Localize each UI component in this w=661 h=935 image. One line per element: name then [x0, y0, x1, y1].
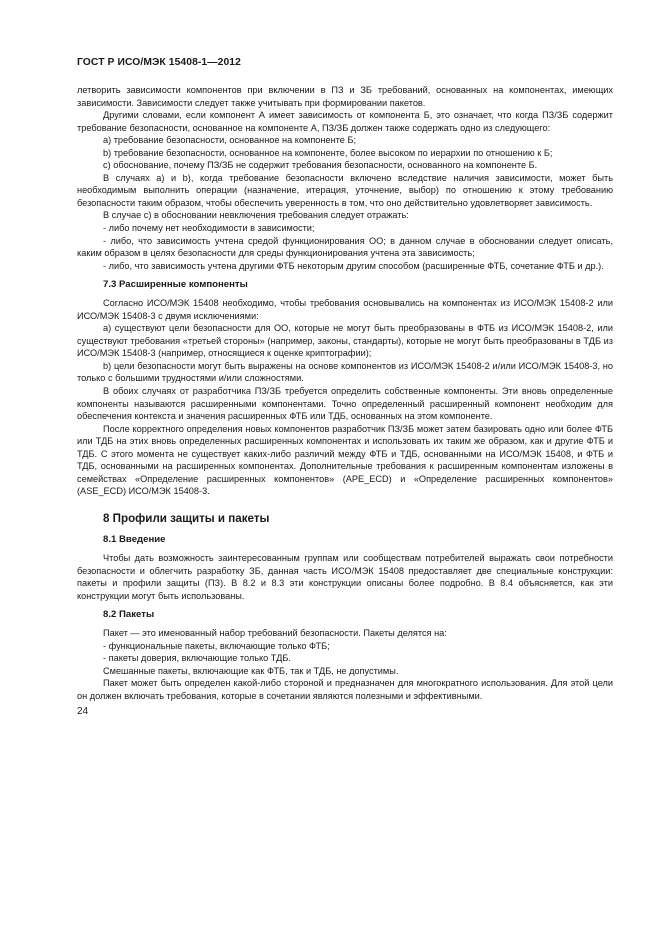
list-item: - либо почему нет необходимости в зависимости;: [103, 223, 315, 234]
paragraph: Пакет может быть определен какой-либо стороной и предназначен для многократного использования. Для этой цели он должен включать требования, которые в сочетании являются полезными и эффективными.: [77, 678, 613, 701]
page-number: 24: [77, 706, 89, 718]
paragraph: В обоих случаях от разработчика ПЗ/ЗБ требуется определить собственные компоненты. Эти вновь определенные компоненты называются расширенными компонентами. Точно определенный расширенный компонент необходим для обеспечения контекста и значения расширенных ФТБ или ТДБ, основанных на этом компоненте.: [77, 386, 613, 422]
section-heading-8: 8 Профили защиты и пакеты: [103, 511, 270, 525]
paragraph: Чтобы дать возможность заинтересованным группам или сообществам потребителей выражать свои потребности безопасности и облегчить разработку ЗБ, данная часть ИСО/МЭК 15408 предоставляет две специальные конструкции: пакеты и профили защиты (ПЗ). В 8.2 и 8.3 эти конструкции описаны более подробно. В 8.4 объясняется, как эти конструкции могут быть использованы.: [77, 552, 613, 601]
paragraph: Смешанные пакеты, включающие как ФТБ, так и ТДБ, не допустимы.: [103, 665, 399, 676]
paragraph: Согласно ИСО/МЭК 15408 необходимо, чтобы требования основывались на компонентах из ИСО/МЭК 15408-2 или ИСО/МЭК 15408-3 с двумя исключениями:: [77, 298, 613, 321]
subsection-heading-8-1: 8.1 Введение: [103, 533, 166, 545]
paragraph: В случае c) в обосновании невключения требования следует отражать:: [103, 210, 409, 221]
list-item: - либо, что зависимость учтена средой функционирования ОО; в данном случае в обосновании следует описать, каким образом в целях безопасности для среды функционирования учтена эта зависимость;: [77, 235, 613, 259]
list-item: - функциональные пакеты, включающие только ФТБ;: [103, 640, 330, 651]
introduction-block: [77, 552, 613, 602]
list-item: - пакеты доверия, включающие только ТДБ.: [103, 653, 291, 664]
subsection-heading-8-2: 8.2 Пакеты: [103, 609, 155, 621]
paragraph: В случаях a) и b), когда требование безопасности включено вследствие наличия зависимости, может быть необходимым выполнить операции (назначение, итерация, уточнение, выбор) по отношению к этому требованию безопасности таким образом, чтобы обеспечить уверенность в том, что оно действительно удовлетворяет зависимость.: [77, 172, 613, 208]
paragraph: Пакет — это именованный набор требований безопасности. Пакеты делятся на:: [103, 628, 447, 639]
subsection-heading-7-3: 7.3 Расширенные компоненты: [103, 279, 248, 291]
list-item: b) требование безопасности, основанное на компоненте, более высоком по иерархии по отношению к Б;: [103, 147, 553, 158]
paragraph: летворить зависимости компонентов при включении в ПЗ и ЗБ требований, основанных на компонентах, имеющих зависимости. Зависимости следует также учитывать при формировании пакетов.: [77, 85, 613, 108]
dependency-block: [77, 84, 613, 272]
document-page: [77, 56, 613, 718]
packages-block: [77, 627, 613, 702]
paragraph: Другими словами, если компонент А имеет зависимость от компонента Б, это означает, что когда ПЗ/ЗБ содержит требование безопасности, основанное на компоненте А, ПЗ/ЗБ должен также содержать одно из следующего:: [77, 110, 613, 133]
document-header: ГОСТ Р ИСО/МЭК 15408-1—2012: [77, 57, 241, 68]
list-item: a) существуют цели безопасности для ОО, которые не могут быть преобразованы в ФТБ из ИСО/МЭК 15408-2, или существуют требования «третьей стороны» (например, законы, стандарты), которые не могут быть преобразованы в ТДБ из ИСО/МЭК 15408-3 (например, относящиеся к оценке криптографии);: [77, 323, 613, 359]
paragraph: После корректного определения новых компонентов разработчик ПЗ/ЗБ может затем базировать одно или более ФТБ или ТДБ на этих вновь определенных расширенных компонентах и использовать их таким же образом, как и другие ФТБ и ТДБ. С этого момента не существует каких-либо различий между ФТБ и ТДБ, основанными на ИСО/МЭК 15408, и ФТБ и ТДБ, основанными на расширенных компонентах. Дополнительные требования к расширенным компонентам изложены в семействах «Определение расширенных компонентов» (APE_ECD) и «Определение расширенных компонентов» (ASE_ECD) ИСО/МЭК 15408-3.: [77, 423, 613, 497]
list-item: a) требование безопасности, основанное на компоненте Б;: [103, 135, 357, 146]
extended-components-block: [77, 297, 613, 498]
list-item: - либо, что зависимость учтена другими ФТБ некоторым другим способом (расширенные ФТБ, сочетание ФТБ и др.).: [103, 260, 604, 271]
list-item: b) цели безопасности могут быть выражены на основе компонентов из ИСО/МЭК 15408-2 и/или ИСО/МЭК 15408-3, но только с большими трудностями и/или сложностями.: [77, 360, 613, 384]
list-item: c) обоснование, почему ПЗ/ЗБ не содержит требования безопасности, основанного на компоненте Б.: [103, 160, 538, 171]
